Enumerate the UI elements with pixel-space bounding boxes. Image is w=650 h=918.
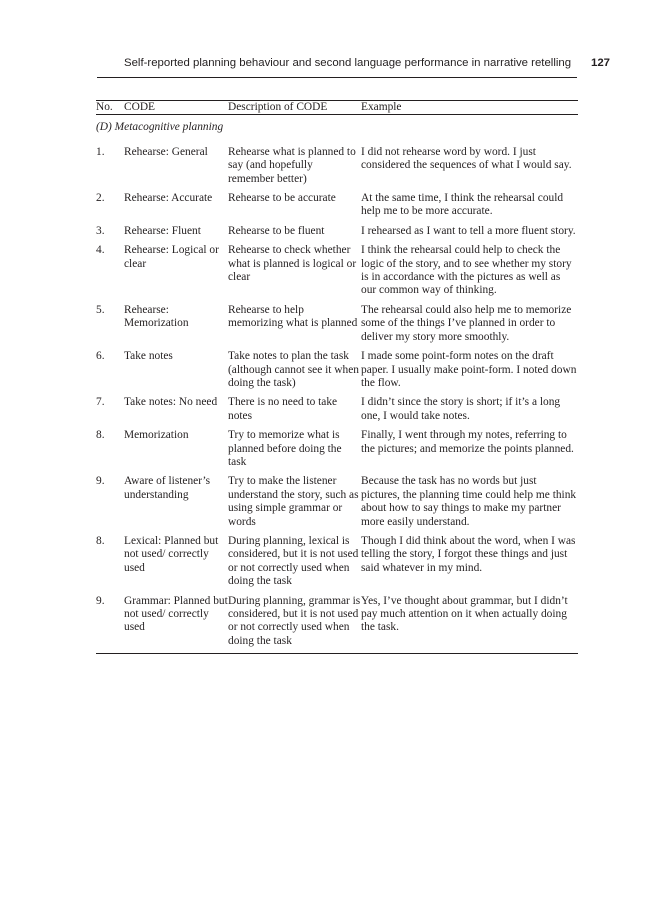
column-header-example: Example [361,101,578,115]
row-example: I didn’t since the story is short; if it’s a long one, I would take notes. [361,396,561,422]
column-header-code: CODE [124,101,228,115]
row-example: Though I did think about the word, when I was telling the story, I forgot these things and just said whatever in my mind. [361,534,576,574]
row-description: Take notes to plan the task (although cannot see it when doing the task) [228,350,359,389]
table-row [96,535,578,595]
running-title: Self-reported planning behaviour and second language performance in narrative retelling [124,57,572,69]
row-example: I rehearsed as I want to tell a more fluent story. [361,224,576,237]
row-number: 8. [96,534,105,547]
row-number: 3. [96,224,105,237]
table-body [96,115,578,654]
row-code: Rehearse: Fluent [124,224,201,237]
table-header-row [96,101,578,115]
row-code: Take notes [124,350,173,363]
row-description: Rehearse to help memorizing what is planned [228,303,358,330]
row-description: During planning, grammar is considered, but it is not used or not correctly used when doing the task [228,595,361,654]
table-row [96,396,578,429]
row-code: Rehearse: General [124,145,208,158]
row-number: 5. [96,303,105,316]
row-number: 2. [96,192,105,205]
table-row [96,429,578,475]
table-row [96,225,578,244]
table-row [96,146,578,192]
row-description: There is no need to take notes [228,396,338,422]
row-description: Try to make the listener understand the story, such as using simple grammar or words [228,475,359,528]
row-example: Because the task has no words but just pictures, the planning time could help me think about how to say things to make my partner more easily understand. [361,475,577,528]
row-number: 8. [96,429,105,442]
table-row [96,475,578,535]
row-code: Memorization [124,429,189,442]
column-header-description: Description of CODE [228,101,361,115]
row-example: I think the rehearsal could help to check the logic of the story, and to see whether my story is in accordance with the pictures as well as our common way of thinking. [361,244,572,297]
row-number: 4. [96,244,105,257]
table-row [96,192,578,225]
row-number: 7. [96,396,105,409]
section-label: (D) Metacognitive planning [96,121,224,134]
column-header-no: No. [96,101,124,115]
row-number: 9. [96,595,124,654]
row-example: I did not rehearse word by word. I just considered the sequences of what I would say. [361,145,572,172]
row-description: During planning, lexical is considered, but it is not used or not correctly used when doing the task [228,534,359,588]
table-row [96,595,578,654]
page-number: 127 [590,57,610,69]
row-number: 9. [96,475,105,488]
row-code: Lexical: Planned but not used/ correctly used [124,534,219,574]
row-code: Grammar: Planned but not used/ correctly used [124,595,228,654]
row-example: The rehearsal could also help me to memorize some of the things I’ve planned in order to deliver my story more smoothly. [361,303,572,343]
row-code: Take notes: No need [124,396,218,409]
section-row [96,115,578,146]
table-row [96,244,578,304]
header-rule [97,77,577,78]
row-number: 6. [96,350,105,363]
row-code: Rehearse: Logical or clear [124,244,219,270]
row-code: Rehearse: Accurate [124,192,213,205]
table-row [96,304,578,350]
row-description: Rehearse to be fluent [228,224,325,237]
row-description: Rehearse what is planned to say (and hopefully remember better) [228,145,356,185]
row-description: Rehearse to check whether what is planned is logical or clear [228,244,357,284]
row-description: Rehearse to be accurate [228,192,336,205]
row-number: 1. [96,145,105,158]
row-code: Aware of listener’s understanding [124,475,211,501]
row-example: At the same time, I think the rehearsal could help me to be more accurate. [361,192,564,218]
row-example: Finally, I went through my notes, referring to the pictures; and memorize the points planned. [361,429,574,455]
row-description: Try to memorize what is planned before doing the task [228,429,342,468]
row-example: I made some point-form notes on the draft paper. I usually make point-form. I noted down the flow. [361,350,577,389]
row-code: Rehearse: Memorization [124,303,189,330]
row-example: Yes, I’ve thought about grammar, but I didn’t pay much attention on it when actually doing the task. [361,595,578,654]
coding-table [96,100,578,654]
table-row [96,350,578,396]
